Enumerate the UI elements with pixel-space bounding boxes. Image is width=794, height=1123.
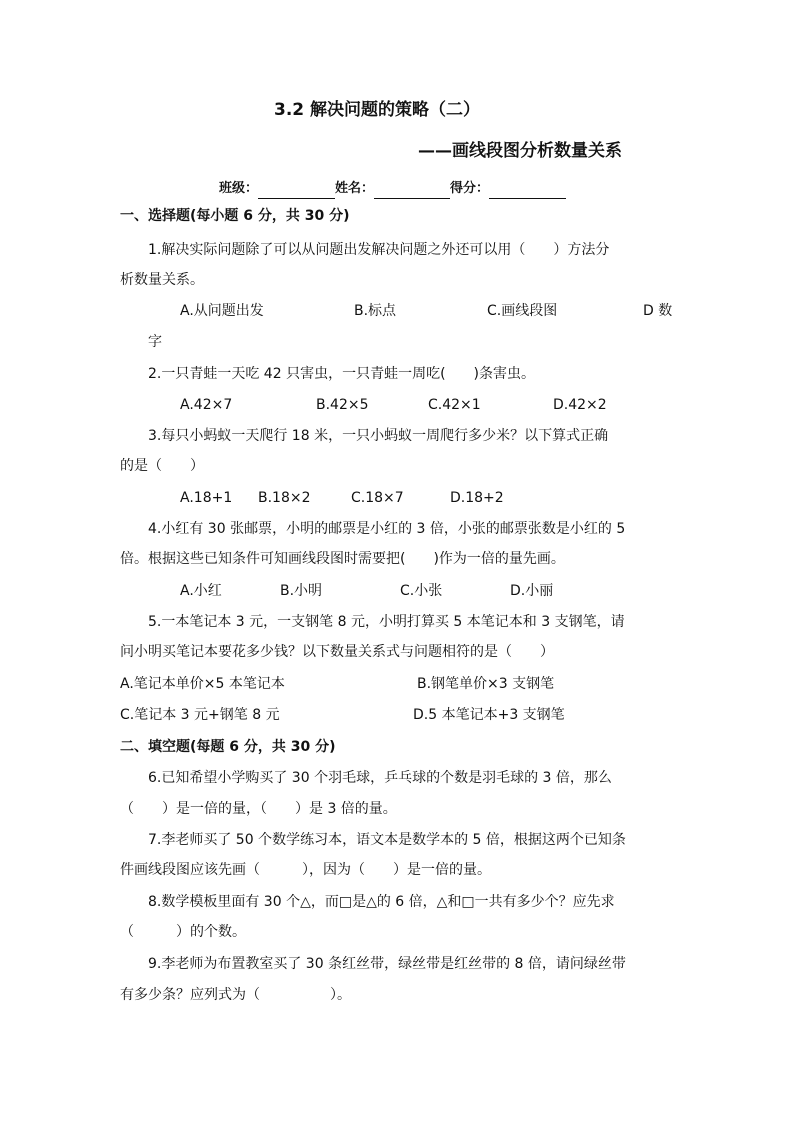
score-blank[interactable] (489, 184, 566, 199)
q5-option-d[interactable]: D.5 本笔记本+3 支钢笔 (413, 707, 565, 723)
q5-option-a[interactable]: A.笔记本单价×5 本笔记本 (120, 676, 285, 692)
q3-stem-line1: 3.每只小蚂蚁一天爬行 18 米，一只小蚂蚁一周爬行多少米？以下算式正确 (148, 428, 609, 444)
page-title: 3.2 解决问题的策略（二） (274, 100, 481, 120)
q3-option-d[interactable]: D.18+2 (450, 490, 504, 506)
section-heading-fill: 二、填空题(每题 6 分，共 30 分) (120, 739, 336, 755)
q5-stem-line2: 问小明买笔记本要花多少钱？以下数量关系式与问题相符的是（ ） (120, 644, 554, 660)
class-label: 班级： (219, 181, 259, 196)
q2-option-b[interactable]: B.42×5 (316, 397, 369, 413)
page-subtitle: ——画线段图分析数量关系 (418, 141, 622, 161)
q5-stem-line1: 5.一本笔记本 3 元，一支钢笔 8 元，小明打算买 5 本笔记本和 3 支钢笔，请 (148, 614, 625, 630)
score-label: 得分： (450, 181, 490, 196)
q4-option-d[interactable]: D.小丽 (510, 583, 554, 599)
q4-option-c[interactable]: C.小张 (400, 583, 443, 599)
q4-stem-line2: 倍。根据这些已知条件可知画线段图时需要把( )作为一倍的量先画。 (120, 551, 565, 567)
q6-stem-line2: （ ）是一倍的量，（ ）是 3 倍的量。 (120, 801, 397, 817)
q6-stem-line1: 6.已知希望小学购买了 30 个羽毛球，乒乓球的个数是羽毛球的 3 倍，那么 (148, 770, 612, 786)
q3-option-a[interactable]: A.18+1 (180, 490, 233, 506)
q4-option-b[interactable]: B.小明 (280, 583, 323, 599)
q3-option-c[interactable]: C.18×7 (351, 490, 404, 506)
q1-option-d[interactable]: D 数 (643, 303, 673, 319)
q5-option-b[interactable]: B.钢笔单价×3 支钢笔 (417, 676, 555, 692)
q3-stem-line2: 的是（ ） (120, 458, 204, 474)
q1-option-a[interactable]: A.从问题出发 (180, 303, 264, 319)
q9-stem-line2: 有多少条？应列式为（ ）。 (120, 987, 351, 1003)
q1-option-d-wrap: 字 (148, 334, 162, 350)
q4-stem-line1: 4.小红有 30 张邮票，小明的邮票是小红的 3 倍，小张的邮票张数是小红的 5 (148, 521, 626, 537)
student-info-row (219, 179, 566, 199)
q2-stem: 2.一只青蛙一天吃 42 只害虫，一只青蛙一周吃( )条害虫。 (148, 366, 535, 382)
q7-stem-line2: 件画线段图应该先画（ ），因为（ ）是一倍的量。 (120, 862, 491, 878)
q7-stem-line1: 7.李老师买了 50 个数学练习本，语文本是数学本的 5 倍，根据这两个已知条 (148, 832, 626, 848)
q4-option-a[interactable]: A.小红 (180, 583, 222, 599)
q1-stem-line2: 析数量关系。 (120, 272, 204, 288)
q8-stem-line1: 8.数学模板里面有 30 个△，而□是△的 6 倍，△和□一共有多少个？应先求 (148, 894, 615, 910)
q1-option-c[interactable]: C.画线段图 (487, 303, 558, 319)
q1-stem-line1: 1.解决实际问题除了可以从问题出发解决问题之外还可以用（ ）方法分 (148, 242, 610, 258)
q8-stem-line2: （ ）的个数。 (120, 924, 246, 940)
name-blank[interactable] (374, 184, 450, 199)
q2-option-d[interactable]: D.42×2 (553, 397, 607, 413)
section-heading-choice: 一、选择题(每小题 6 分，共 30 分) (120, 208, 350, 224)
q3-option-b[interactable]: B.18×2 (258, 490, 311, 506)
class-blank[interactable] (258, 184, 335, 199)
q2-option-c[interactable]: C.42×1 (428, 397, 481, 413)
q2-option-a[interactable]: A.42×7 (180, 397, 233, 413)
q9-stem-line1: 9.李老师为布置教室买了 30 条红丝带，绿丝带是红丝带的 8 倍，请问绿丝带 (148, 956, 626, 972)
q1-option-b[interactable]: B.标点 (354, 303, 397, 319)
q5-option-c[interactable]: C.笔记本 3 元+钢笔 8 元 (120, 707, 280, 723)
name-label: 姓名： (335, 181, 375, 196)
